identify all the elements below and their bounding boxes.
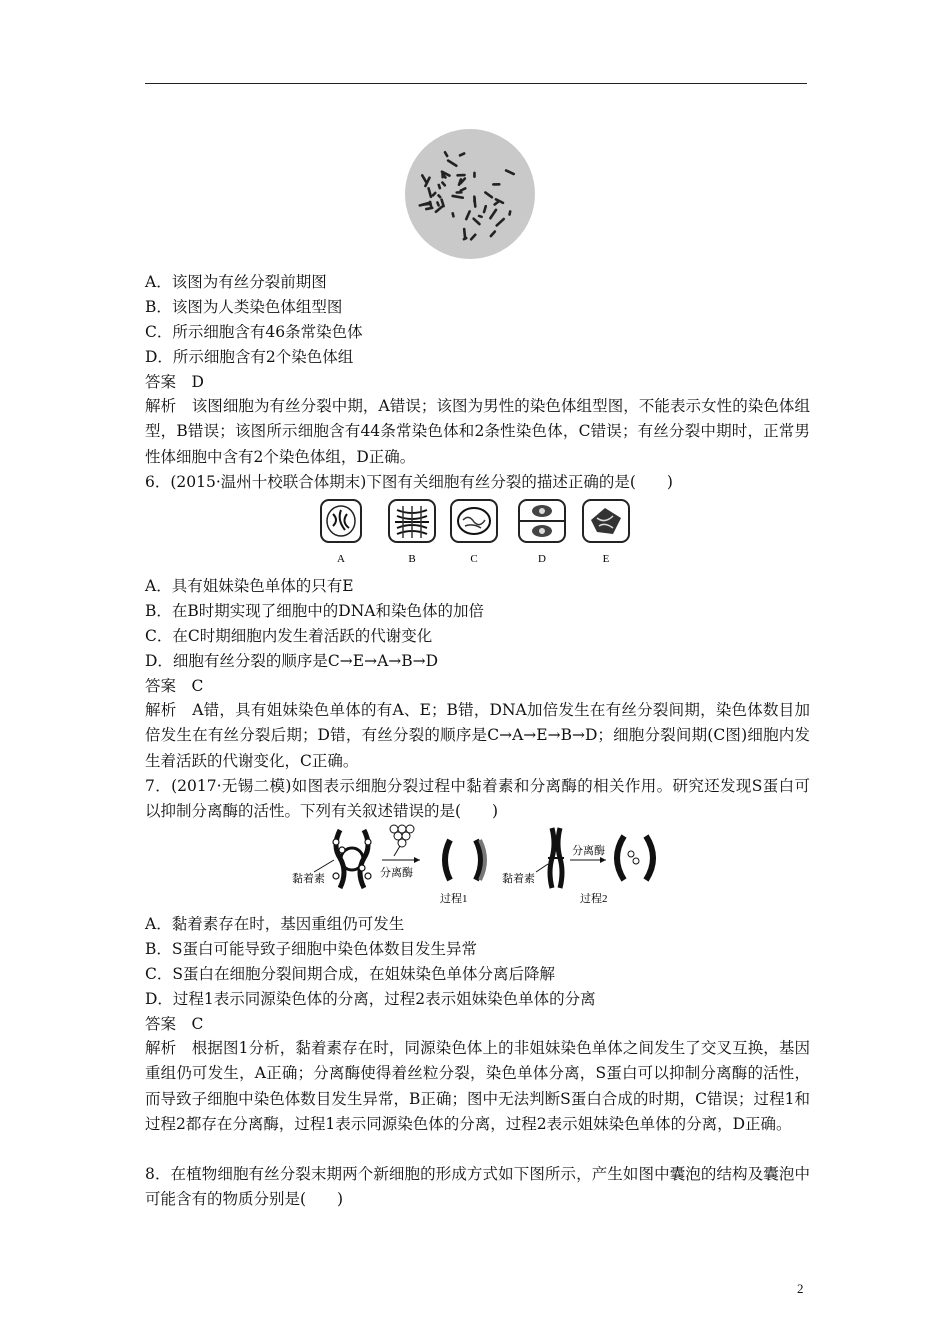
page-number: 2 — [797, 1281, 804, 1296]
mitosis-figure — [318, 498, 638, 568]
chromosome — [456, 174, 466, 177]
cell-e — [583, 500, 629, 542]
q5-answer: 答案 D — [145, 373, 204, 391]
karyotype-figure — [404, 128, 536, 260]
label-e: E — [602, 553, 610, 565]
homologous-pair — [333, 830, 371, 888]
chromosome — [473, 197, 476, 203]
q8-stem: 8．在植物细胞有丝分裂末期两个新细胞的形成方式如下图所示，产生如图中囊泡的结构及囊泡中可能含有的物质分别是( ) — [145, 1165, 810, 1209]
q6-option-b: B．在B时期实现了细胞中的DNA和染色体的加倍 — [145, 602, 484, 620]
label-d: D — [538, 553, 546, 565]
q7-option-c: C．S蛋白在细胞分裂间期合成，在姐妹染色单体分离后降解 — [145, 965, 555, 983]
q6-option-d: D．细胞有丝分裂的顺序是C→E→A→B→D — [145, 652, 439, 670]
q6-option-a: A．具有姐妹染色单体的只有E — [145, 577, 354, 595]
q5-analysis: 解析 该图细胞为有丝分裂中期，A错误；该图为男性的染色体组型图，不能表示女性的染色体组型，B错误；该图所示细胞含有44条常染色体和2条性染色体，C错误；有丝分裂中期时，正常男性体细胞中含有2个染色体组，D正确。 — [145, 397, 810, 466]
cell-d — [519, 500, 565, 542]
process2-label: 过程2 — [580, 893, 608, 905]
chromosome — [441, 173, 444, 179]
sister-chromatids — [548, 828, 564, 888]
q6-answer: 答案 C — [145, 677, 204, 695]
cell-c — [451, 500, 497, 542]
header-rule — [145, 83, 807, 84]
q6-option-c: C．在C时期细胞内发生着活跃的代谢变化 — [145, 627, 433, 645]
cohesin-label-2: 黏着素 — [502, 873, 535, 885]
q5-option-b: B．该图为人类染色体组型图 — [145, 298, 343, 316]
q7-option-a: A．黏着素存在时，基因重组仍可发生 — [145, 915, 405, 933]
chromosome — [455, 191, 462, 194]
separase-label-2: 分离酶 — [572, 845, 605, 857]
q6-analysis: 解析 A错，具有姐妹染色单体的有A、E；B错，DNA加倍发生在有丝分裂间期，染色体数目加倍发生在有丝分裂后期；D错，有丝分裂的顺序是C→A→E→B→D；细胞分裂间期(C图)细胞内发生着活跃的代谢变化，C正确。 — [145, 701, 810, 770]
cohesin-figure — [290, 826, 660, 908]
label-a: A — [337, 553, 345, 565]
q6-stem: 6．(2015·温州十校联合体期末)下图有关细胞有丝分裂的描述正确的是( ) — [145, 473, 673, 491]
cell-a — [321, 500, 361, 542]
q5-option-d: D．所示细胞含有2个染色体组 — [145, 348, 354, 366]
label-b: B — [408, 553, 416, 565]
separase-dots — [390, 825, 414, 847]
chromosome — [473, 172, 476, 178]
q7-option-b: B．S蛋白可能导致子细胞中染色体数目发生异常 — [145, 940, 478, 958]
separase-label-1: 分离酶 — [380, 867, 413, 879]
q5-option-c: C．所示细胞含有46条常染色体 — [145, 323, 363, 341]
process1-label: 过程1 — [440, 893, 468, 905]
q7-option-d: D．过程1表示同源染色体的分离，过程2表示姐妹染色单体的分离 — [145, 990, 596, 1008]
label-c: C — [470, 553, 478, 565]
q7-stem: 7．(2017·无锡二模)如图表示细胞分裂过程中黏着素和分离酶的相关作用。研究还发现S蛋白可以抑制分离酶的活性。下列有关叙述错误的是( ) — [145, 777, 810, 821]
q7-analysis: 解析 根据图1分析，黏着素存在时，同源染色体上的非姐妹染色单体之间发生了交叉互换，基因重组仍可发生，A正确；分离酶使得着丝粒分裂，染色单体分离，S蛋白可以抑制分离酶的活性，而导致子细胞中染色体数目发生异常，B正确；图中无法判断S蛋白合成的时期，C错误；过程1和过程2都存在分离酶，过程1表示同源染色体的分离，过程2表示姐妹染色单体的分离，D正确。 — [145, 1039, 810, 1133]
chromosome — [492, 183, 501, 186]
q5-option-a: A．该图为有丝分裂前期图 — [145, 273, 327, 291]
cohesin-label-1: 黏着素 — [292, 873, 325, 885]
cell-b — [389, 500, 435, 542]
q7-answer: 答案 C — [145, 1015, 204, 1033]
